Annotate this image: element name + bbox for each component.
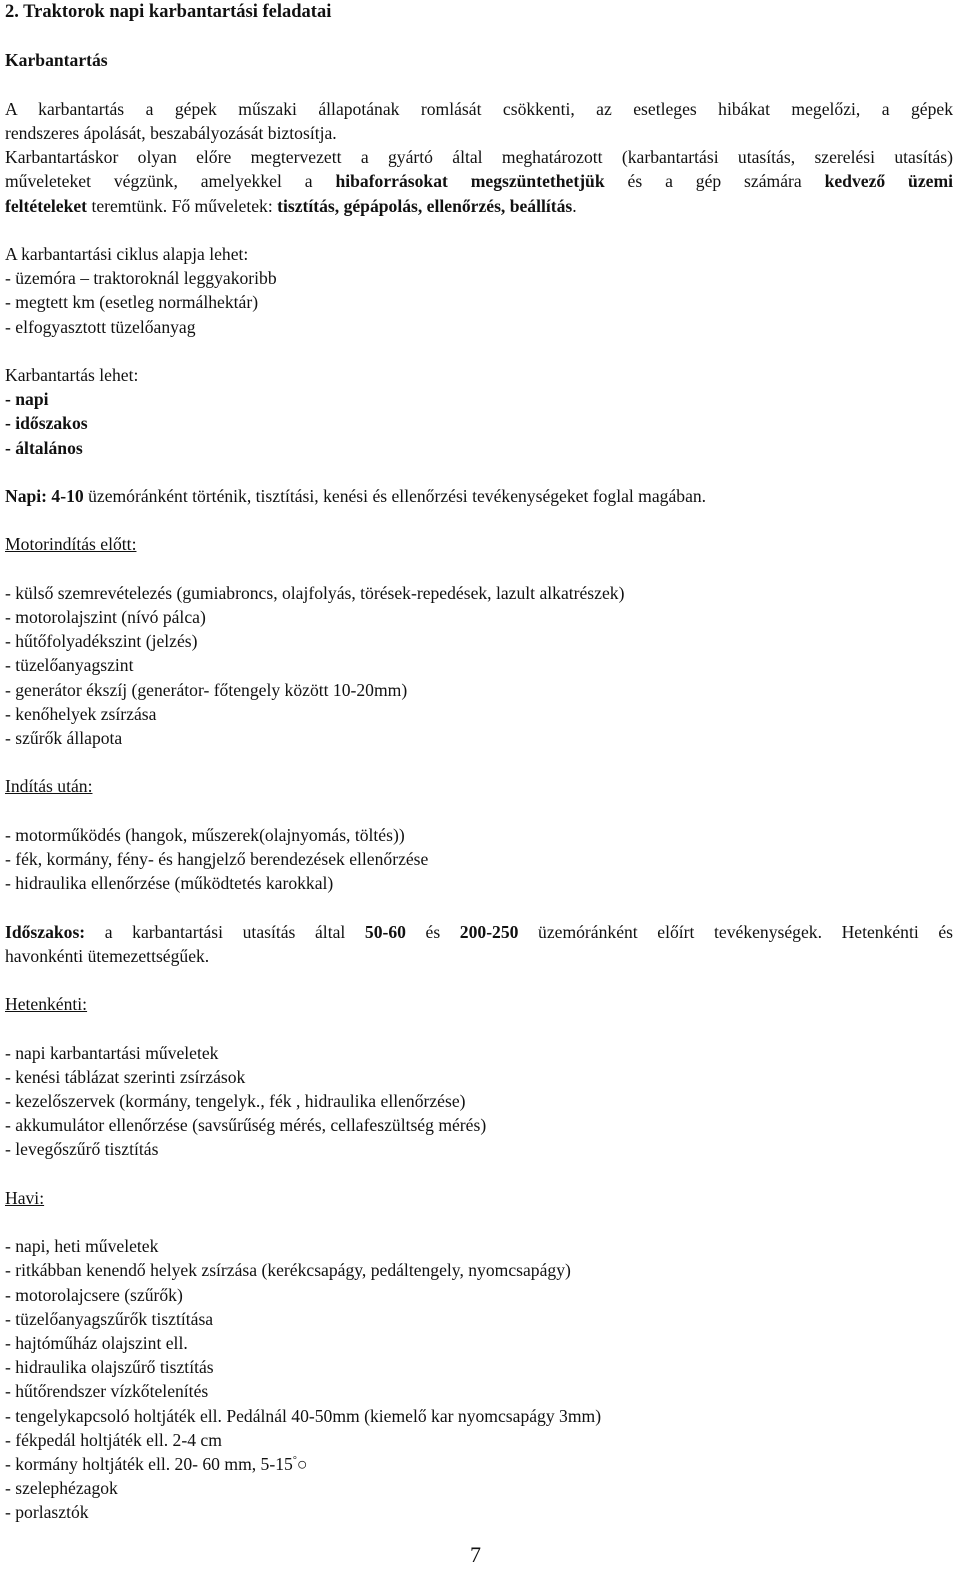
weekly-heading: Hetenkénti: xyxy=(5,994,88,1015)
daily-label: Napi: 4-10 xyxy=(5,485,84,506)
list-item: - kenési táblázat szerinti zsírzások xyxy=(5,1066,246,1087)
degree-symbol: ○ xyxy=(296,1453,308,1474)
list-item: - napi, heti műveletek xyxy=(5,1236,159,1257)
list-item: - hűtőrendszer vízkőtelenítés xyxy=(5,1381,209,1402)
types-heading: Karbantartás lehet: xyxy=(5,364,139,385)
intro-line-1: A karbantartás a gépek műszaki állapotának romlását csökkenti, az esetleges hibákat megelőzi, a gépek xyxy=(5,98,953,119)
before-start-heading: Motorindítás előtt: xyxy=(5,534,137,555)
periodic-text: üzemóránként előírt tevékenységek. Hetenkénti és xyxy=(518,921,954,942)
periodic-line-2: havonkénti ütemezettségűek. xyxy=(5,945,210,966)
list-item: - fék, kormány, fény- és hangjelző berendezések ellenőrzése xyxy=(5,848,429,869)
list-item: - időszakos xyxy=(5,413,88,434)
list-item: - szűrők állapota xyxy=(5,727,123,748)
daily-paragraph xyxy=(5,484,953,508)
intro-line-3: Karbantartáskor olyan előre megtervezett a gyártó által meghatározott (karbantartási utasítás, szerelési utasítás) xyxy=(5,147,953,168)
list-item: - fékpedál holtjáték ell. 2-4 cm xyxy=(5,1429,222,1450)
list-item: - üzemóra – traktoroknál leggyakoribb xyxy=(5,268,277,289)
list-item: - tüzelőanyagszint xyxy=(5,655,134,676)
list-item: - hidraulika ellenőrzése (működtetés karokkal) xyxy=(5,873,334,894)
intro-emphasis: hibaforrásokat megszüntethetjük xyxy=(335,171,605,192)
cycle-heading: A karbantartási ciklus alapja lehet: xyxy=(5,243,249,264)
list-item: - generátor ékszíj (generátor- főtengely között 10-20mm) xyxy=(5,679,408,700)
periodic-line-1 xyxy=(5,920,953,944)
list-item: - hajtóműház olajszint ell. xyxy=(5,1332,188,1353)
intro-line-4 xyxy=(5,169,953,193)
list-item-steering xyxy=(5,1452,953,1476)
intro-line-2: rendszeres ápolását, beszabályozását biztosítja. xyxy=(5,122,337,143)
list-item: - porlasztók xyxy=(5,1502,89,1523)
intro-text: és a gép számára xyxy=(604,171,825,192)
monthly-heading: Havi: xyxy=(5,1187,45,1208)
list-item: - elfogyasztott tüzelőanyag xyxy=(5,316,196,337)
intro-text: műveleteket végzünk, amelyekkel a xyxy=(5,171,336,192)
periodic-text: és xyxy=(405,921,460,942)
periodic-number: 200-250 xyxy=(459,921,519,942)
periodic-text: a karbantartási utasítás által xyxy=(85,921,365,942)
list-item: - motorolajcsere (szűrők) xyxy=(5,1284,183,1305)
list-item: - tüzelőanyagszűrők tisztítása xyxy=(5,1308,214,1329)
intro-text: teremtünk. Fő műveletek: xyxy=(87,195,278,216)
after-start-heading: Indítás után: xyxy=(5,776,93,797)
degree-mark: ° xyxy=(292,1455,297,1467)
page-number: 7 xyxy=(470,1542,481,1567)
document-title: 2. Traktorok napi karbantartási feladatai xyxy=(5,2,332,22)
list-item: - megtett km (esetleg normálhektár) xyxy=(5,292,259,313)
list-item: - motorolajszint (nívó pálca) xyxy=(5,606,206,627)
list-item: - tengelykapcsoló holtjáték ell. Pedálnál 40-50mm (kiemelő kar nyomcsapágy 3mm) xyxy=(5,1405,602,1426)
steering-text: - kormány holtjáték ell. 20- 60 mm, 5-15 xyxy=(5,1453,293,1474)
intro-line-5 xyxy=(5,194,953,218)
list-item: - napi karbantartási műveletek xyxy=(5,1042,219,1063)
list-item: - motorműködés (hangok, műszerek(olajnyomás, töltés)) xyxy=(5,824,405,845)
list-item: - szelephézagok xyxy=(5,1478,118,1499)
list-item: - napi xyxy=(5,389,49,410)
list-item: - levegőszűrő tisztítás xyxy=(5,1139,159,1160)
intro-emphasis: feltételeket xyxy=(5,195,88,216)
list-item: - ritkábban kenendő helyek zsírzása (kerékcsapágy, pedáltengely, nyomcsapágy) xyxy=(5,1260,571,1281)
intro-emphasis: tisztítás, gépápolás, ellenőrzés, beállítás xyxy=(277,195,573,216)
periodic-label: Időszakos: xyxy=(5,921,86,942)
list-item: - kezelőszervek (kormány, tengelyk., fék , hidraulika ellenőrzése) xyxy=(5,1090,466,1111)
list-item: - hűtőfolyadékszint (jelzés) xyxy=(5,631,198,652)
section-heading: Karbantartás xyxy=(5,50,108,71)
document-page xyxy=(5,0,953,1525)
intro-text: . xyxy=(572,195,577,216)
daily-text: üzemóránként történik, tisztítási, kenési és ellenőrzési tevékenységeket foglal magában. xyxy=(83,485,707,506)
list-item: - akkumulátor ellenőrzése (savsűrűség mérés, cellafeszültség mérés) xyxy=(5,1115,487,1136)
intro-emphasis: kedvező üzemi xyxy=(824,171,954,192)
list-item: - külső szemrevételezés (gumiabroncs, olajfolyás, törések-repedések, lazult alkatrészek) xyxy=(5,582,625,603)
list-item: - kenőhelyek zsírzása xyxy=(5,703,157,724)
list-item: - általános xyxy=(5,437,83,458)
list-item: - hidraulika olajszűrő tisztítás xyxy=(5,1357,214,1378)
periodic-number: 50-60 xyxy=(364,921,406,942)
